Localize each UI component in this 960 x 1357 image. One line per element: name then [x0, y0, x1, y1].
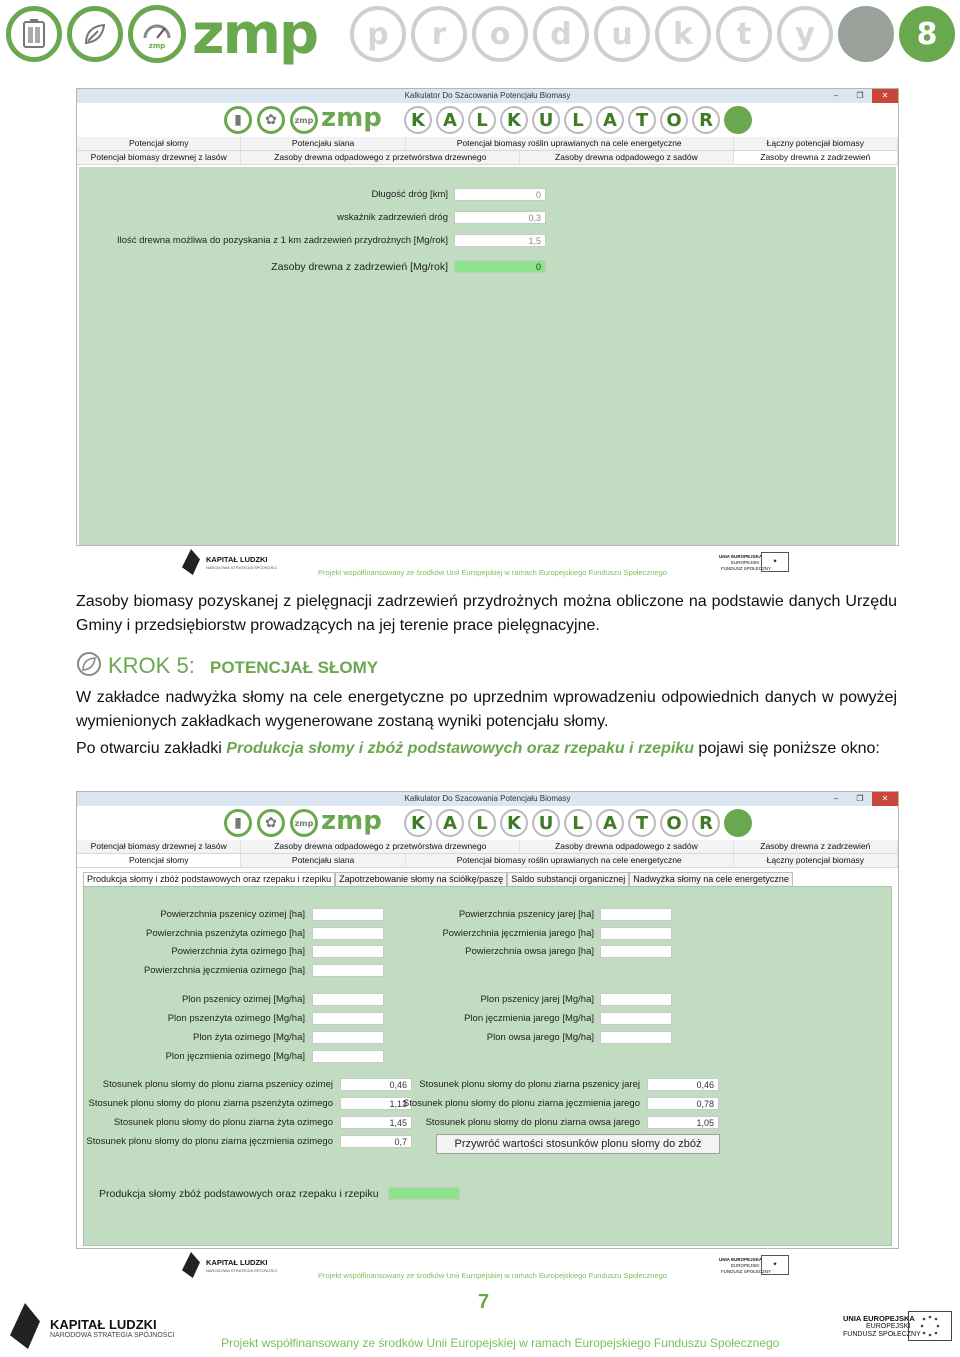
plug-leaf-icon: ✿ — [257, 809, 285, 837]
winter-barley-area-input[interactable] — [312, 964, 384, 977]
title-bar — [77, 792, 898, 806]
minimize-button[interactable]: – — [833, 794, 839, 803]
tab-total-biomass[interactable]: Łączny potencjał biomasy — [734, 137, 898, 150]
zmp-gauge-icon: zmp — [290, 106, 318, 134]
eu-text-2: EUROPEJSKI — [866, 1323, 911, 1330]
ratio-spring-wheat-input[interactable]: 0,46 — [647, 1078, 719, 1091]
field-label: Stosunek plonu słomy do plonu ziarna pszenicy ozimej — [102, 1079, 333, 1090]
winter-triticale-yield-input[interactable] — [312, 1012, 384, 1025]
tab-hay[interactable]: Potencjału siana — [241, 137, 405, 150]
kalkulator-letter: K — [404, 809, 432, 837]
spring-wheat-yield-input[interactable] — [600, 993, 672, 1006]
tree-index-input[interactable]: 0,3 — [454, 211, 546, 224]
tab-straw[interactable]: Potencjał słomy — [77, 137, 241, 150]
zmp-logo: zmp — [321, 103, 382, 133]
field-label: Długość dróg [km] — [371, 189, 448, 200]
kalkulator-letter: L — [468, 809, 496, 837]
road-length-input[interactable]: 0 — [454, 188, 546, 201]
kalkulator-letter: K — [500, 106, 528, 134]
tab-name-emphasis: Produkcja słomy i zbóż podstawowych oraz rzepaku i rzepiku — [226, 740, 694, 757]
battery-icon: ▮ — [224, 106, 252, 134]
kalkulator-letter: L — [564, 809, 592, 837]
banner-letter: u — [594, 6, 650, 62]
winter-rye-area-input[interactable] — [312, 945, 384, 958]
ratio-winter-barley-input[interactable]: 0,7 — [340, 1135, 412, 1148]
maximize-button[interactable]: ❐ — [856, 91, 864, 100]
minimize-button[interactable]: – — [833, 91, 839, 100]
spring-oat-yield-input[interactable] — [600, 1031, 672, 1044]
spring-wheat-area-input[interactable] — [600, 908, 672, 921]
kalkulator-letter: O — [660, 106, 688, 134]
subtab-surplus[interactable]: Nadwyżka słomy na cele energetyczne — [629, 872, 793, 886]
winter-triticale-area-input[interactable] — [312, 927, 384, 940]
form-panel — [83, 886, 892, 1246]
svg-text:zmp: zmp — [148, 42, 166, 50]
spring-oat-area-input[interactable] — [600, 945, 672, 958]
kalkulator-letter: K — [404, 106, 432, 134]
winter-rye-yield-input[interactable] — [312, 1031, 384, 1044]
kalkulator-letter: O — [660, 809, 688, 837]
kl-subtitle: NARODOWA STRATEGIA SPÓJNOŚCI — [206, 1268, 278, 1273]
window-title: Kalkulator Do Szacowania Potencjału Biomasy — [404, 794, 571, 803]
window-footer-logos — [76, 1249, 897, 1283]
eu-text-1: UNIA EUROPEJSKA — [719, 1257, 763, 1262]
subtab-organic-balance[interactable]: Saldo substancji organicznej — [507, 872, 629, 886]
kalkulator-letter: U — [532, 809, 560, 837]
step-label: KROK 5: — [108, 653, 195, 678]
page-number: 7 — [478, 1291, 490, 1313]
kapital-ludzki-logo — [10, 1303, 40, 1349]
tab-straw[interactable]: Potencjał słomy — [77, 854, 241, 867]
window-title: Kalkulator Do Szacowania Potencjału Biomasy — [404, 91, 571, 100]
field-label: Powierzchnia pszenżyta ozimego [ha] — [146, 928, 305, 939]
tab-wood-processing[interactable]: Zasoby drewna odpadowego z przetwórstwa drzewnego — [241, 840, 520, 853]
field-label: Plon pszenicy ozimej [Mg/ha] — [181, 994, 305, 1005]
ratio-winter-wheat-input[interactable]: 0,46 — [340, 1078, 412, 1091]
field-label: Plon żyta ozimego [Mg/ha] — [193, 1032, 305, 1043]
kl-subtitle: NARODOWA STRATEGIA SPÓJNOŚCI — [50, 1332, 175, 1339]
subtab-production[interactable]: Produkcja słomy i zbóż podstawowych oraz rzepaku i rzepiku — [83, 872, 335, 886]
field-label: Powierzchnia owsa jarego [ha] — [465, 946, 594, 957]
kl-title: KAPITAŁ LUDZKI — [206, 555, 268, 564]
leaf-plug-icon — [76, 651, 102, 677]
para3-post: pojawi się poniższe okno: — [693, 740, 880, 757]
straw-production-result — [388, 1187, 460, 1200]
spring-barley-area-input[interactable] — [600, 927, 672, 940]
eu-text-3: FUNDUSZ SPOŁECZNY — [721, 1269, 772, 1274]
calculator-header — [77, 806, 898, 840]
subtab-row — [83, 872, 793, 886]
eu-flag-icon: ⁕ — [761, 1255, 789, 1275]
plug-leaf-icon — [67, 6, 123, 62]
paragraph-1: Zasoby biomasy pozyskanej z pielęgnacji zadrzewień przydrożnych można obliczone na podstawie danych Urzędu Gminy i przedsiębiorstw prowadzących na jej terenie prace pielęgnacyjne. — [76, 593, 897, 634]
field-label: Plon jęczmienia jarego [Mg/ha] — [464, 1013, 594, 1024]
tab-roadside-trees[interactable]: Zasoby drewna z zadrzewień — [734, 151, 898, 164]
ratio-spring-oat-input[interactable]: 1,05 — [647, 1116, 719, 1129]
kl-title: KAPITAŁ LUDZKI — [50, 1317, 157, 1332]
ratio-winter-triticale-input[interactable]: 1,13 — [340, 1097, 412, 1110]
kalkulator-letter: T — [628, 106, 656, 134]
tab-content — [79, 870, 896, 1248]
kalkulator-letter: A — [596, 106, 624, 134]
zmp-logo: zmp — [192, 2, 318, 67]
field-label: Powierzchnia pszenicy jarej [ha] — [458, 909, 594, 920]
green-dot — [724, 106, 752, 134]
field-label: Plon pszenicy jarej [Mg/ha] — [480, 994, 594, 1005]
kalkulator-letter: A — [436, 106, 464, 134]
title-bar — [77, 89, 898, 103]
field-label: Zasoby drewna z zadrzewień [Mg/rok] — [271, 261, 448, 273]
spring-barley-yield-input[interactable] — [600, 1012, 672, 1025]
project-note: Projekt współfinansowany ze środków Unii Europejskiej w ramach Europejskiego Funduszu Społecznego — [318, 1271, 667, 1280]
tab-row-1 — [77, 137, 898, 151]
project-note: Projekt współfinansowany ze środków Unii Europejskiej w ramach Europejskiego Funduszu Społecznego — [221, 1336, 780, 1350]
winter-wheat-yield-input[interactable] — [312, 993, 384, 1006]
kalkulator-letter: U — [532, 106, 560, 134]
tab-orchard-wood[interactable]: Zasoby drewna odpadowego z sadów — [520, 151, 733, 164]
battery-icon — [6, 6, 62, 62]
tab-forest-wood[interactable]: Potencjał biomasy drzewnej z lasów — [77, 840, 241, 853]
battery-icon: ▮ — [224, 809, 252, 837]
paragraph-3 — [76, 737, 897, 761]
eu-text-3: FUNDUSZ SPOŁECZNY — [721, 566, 772, 571]
field-label: Plon jęczmienia ozimego [Mg/ha] — [165, 1051, 305, 1062]
tab-hay[interactable]: Potencjału siana — [241, 854, 405, 867]
field-label: Powierzchnia jęczmienia ozimego [ha] — [143, 965, 305, 976]
banner-letter: r — [411, 6, 467, 62]
winter-barley-yield-input[interactable] — [312, 1050, 384, 1063]
tab-forest-wood[interactable]: Potencjał biomasy drzewnej z lasów — [77, 151, 241, 164]
eu-text-3: FUNDUSZ SPOŁECZNY — [843, 1331, 921, 1338]
eu-flag-icon: ⁕ — [761, 552, 789, 572]
calculator-window-1 — [76, 88, 899, 546]
field-label: Powierzchnia pszenicy ozimej [ha] — [160, 909, 305, 920]
step-title: POTENCJAŁ SŁOMY — [210, 658, 379, 677]
banner-letter: k — [655, 6, 711, 62]
banner-letter: d — [533, 6, 589, 62]
subtab-bedding-feed[interactable]: Zapotrzebowanie słomy na ściółkę/paszę — [335, 872, 507, 886]
zmp-logo: zmp — [321, 806, 382, 836]
wood-resources-result: 0 — [454, 260, 546, 273]
field-label: Plon owsa jarego [Mg/ha] — [486, 1032, 594, 1043]
grey-dot — [838, 6, 894, 62]
zmp-gauge-icon — [128, 5, 186, 63]
zmp-gauge-icon: zmp — [290, 809, 318, 837]
field-label: Powierzchnia jęczmienia jarego [ha] — [442, 928, 594, 939]
tab-energy-crops[interactable]: Potencjał biomasy roślin uprawianych na cele energetyczne — [406, 137, 734, 150]
tab-wood-processing[interactable]: Zasoby drewna odpadowego z przetwórstwa drzewnego — [241, 151, 520, 164]
kalkulator-letter: A — [596, 809, 624, 837]
tab-row-1 — [77, 840, 898, 854]
form-panel — [79, 167, 896, 545]
kapital-ludzki-logo — [182, 549, 200, 575]
ratio-winter-rye-input[interactable]: 1,45 — [340, 1116, 412, 1129]
tab-orchard-wood[interactable]: Zasoby drewna odpadowego z sadów — [520, 840, 733, 853]
field-label: Ilość drewna możliwa do pozyskania z 1 km zadrzewień przydrożnych [Mg/rok] — [116, 235, 448, 246]
kalkulator-letter: R — [692, 809, 720, 837]
calculator-window-2 — [76, 791, 899, 1249]
banner-letter: o — [472, 6, 528, 62]
kalkulator-letter: A — [436, 809, 464, 837]
tab-row-2 — [77, 151, 898, 165]
window-footer-logos — [76, 546, 897, 580]
field-label: Stosunek plonu słomy do plonu ziarna owsa jarego — [425, 1117, 640, 1128]
green-dot — [724, 809, 752, 837]
eu-text-2: EUROPEJSKI — [731, 560, 760, 565]
tab-row-2 — [77, 854, 898, 868]
wood-per-km-input[interactable]: 1,5 — [454, 234, 546, 247]
paragraph-2: W zakładce nadwyżka słomy na cele energetyczne po uprzednim wprowadzeniu odpowiednich danych w powyżej wymienionych zakładkach wygenerowane zostaną wyniki potencjału słomy. — [76, 689, 897, 730]
tab-energy-crops[interactable]: Potencjał biomasy roślin uprawianych na cele energetyczne — [406, 854, 734, 867]
field-label: Stosunek plonu słomy do plonu ziarna pszenicy jarej — [419, 1079, 640, 1090]
winter-wheat-area-input[interactable] — [312, 908, 384, 921]
banner-letter: y — [777, 6, 833, 62]
para3-pre: Po otwarciu zakładki — [76, 740, 227, 757]
banner-letter: t — [716, 6, 772, 62]
plug-leaf-icon: ✿ — [257, 106, 285, 134]
maximize-button[interactable]: ❐ — [856, 794, 864, 803]
kalkulator-letter: K — [500, 809, 528, 837]
eu-text-1: UNIA EUROPEJSKA — [719, 554, 763, 559]
field-label: Powierzchnia żyta ozimego [ha] — [171, 946, 305, 957]
kapital-ludzki-logo — [182, 1252, 200, 1278]
kalkulator-letter: L — [468, 106, 496, 134]
result-label: Produkcja słomy zbóż podstawowych oraz rzepaku i rzepiku — [99, 1188, 379, 1200]
field-label: Stosunek plonu słomy do plonu ziarna jęczmienia ozimego — [86, 1136, 333, 1147]
kl-title: KAPITAŁ LUDZKI — [206, 1258, 268, 1267]
close-button[interactable]: ✕ — [872, 89, 898, 103]
page-number-badge: 8 — [899, 6, 955, 62]
eu-text-2: EUROPEJSKI — [731, 1263, 760, 1268]
tab-roadside-trees[interactable]: Zasoby drewna z zadrzewień — [734, 840, 898, 853]
field-label: wskaźnik zadrzewień dróg — [337, 212, 448, 223]
field-label: Stosunek plonu słomy do plonu ziarna jęczmienia jarego — [402, 1098, 640, 1109]
ratio-spring-barley-input[interactable]: 0,78 — [647, 1097, 719, 1110]
reset-ratios-button[interactable]: Przywróć wartości stosunków plonu słomy do zbóż — [436, 1134, 720, 1154]
eu-flag-icon — [908, 1311, 952, 1341]
field-label: Plon pszenżyta ozimego [Mg/ha] — [167, 1013, 305, 1024]
kalkulator-letter: L — [564, 106, 592, 134]
eu-text-1: UNIA EUROPEJSKA — [843, 1314, 915, 1323]
kalkulator-letter: R — [692, 106, 720, 134]
field-label: Stosunek plonu słomy do plonu ziarna żyta ozimego — [113, 1117, 333, 1128]
tab-total-biomass[interactable]: Łączny potencjał biomasy — [734, 854, 898, 867]
kalkulator-letter: T — [628, 809, 656, 837]
close-button[interactable]: ✕ — [872, 792, 898, 806]
field-label: Stosunek plonu słomy do plonu ziarna pszenżyta ozimego — [88, 1098, 333, 1109]
banner-letter: p — [350, 6, 406, 62]
project-note: Projekt współfinansowany ze środków Unii Europejskiej w ramach Europejskiego Funduszu Społecznego — [318, 568, 667, 577]
kl-subtitle: NARODOWA STRATEGIA SPÓJNOŚCI — [206, 565, 278, 570]
calculator-header — [77, 103, 898, 137]
